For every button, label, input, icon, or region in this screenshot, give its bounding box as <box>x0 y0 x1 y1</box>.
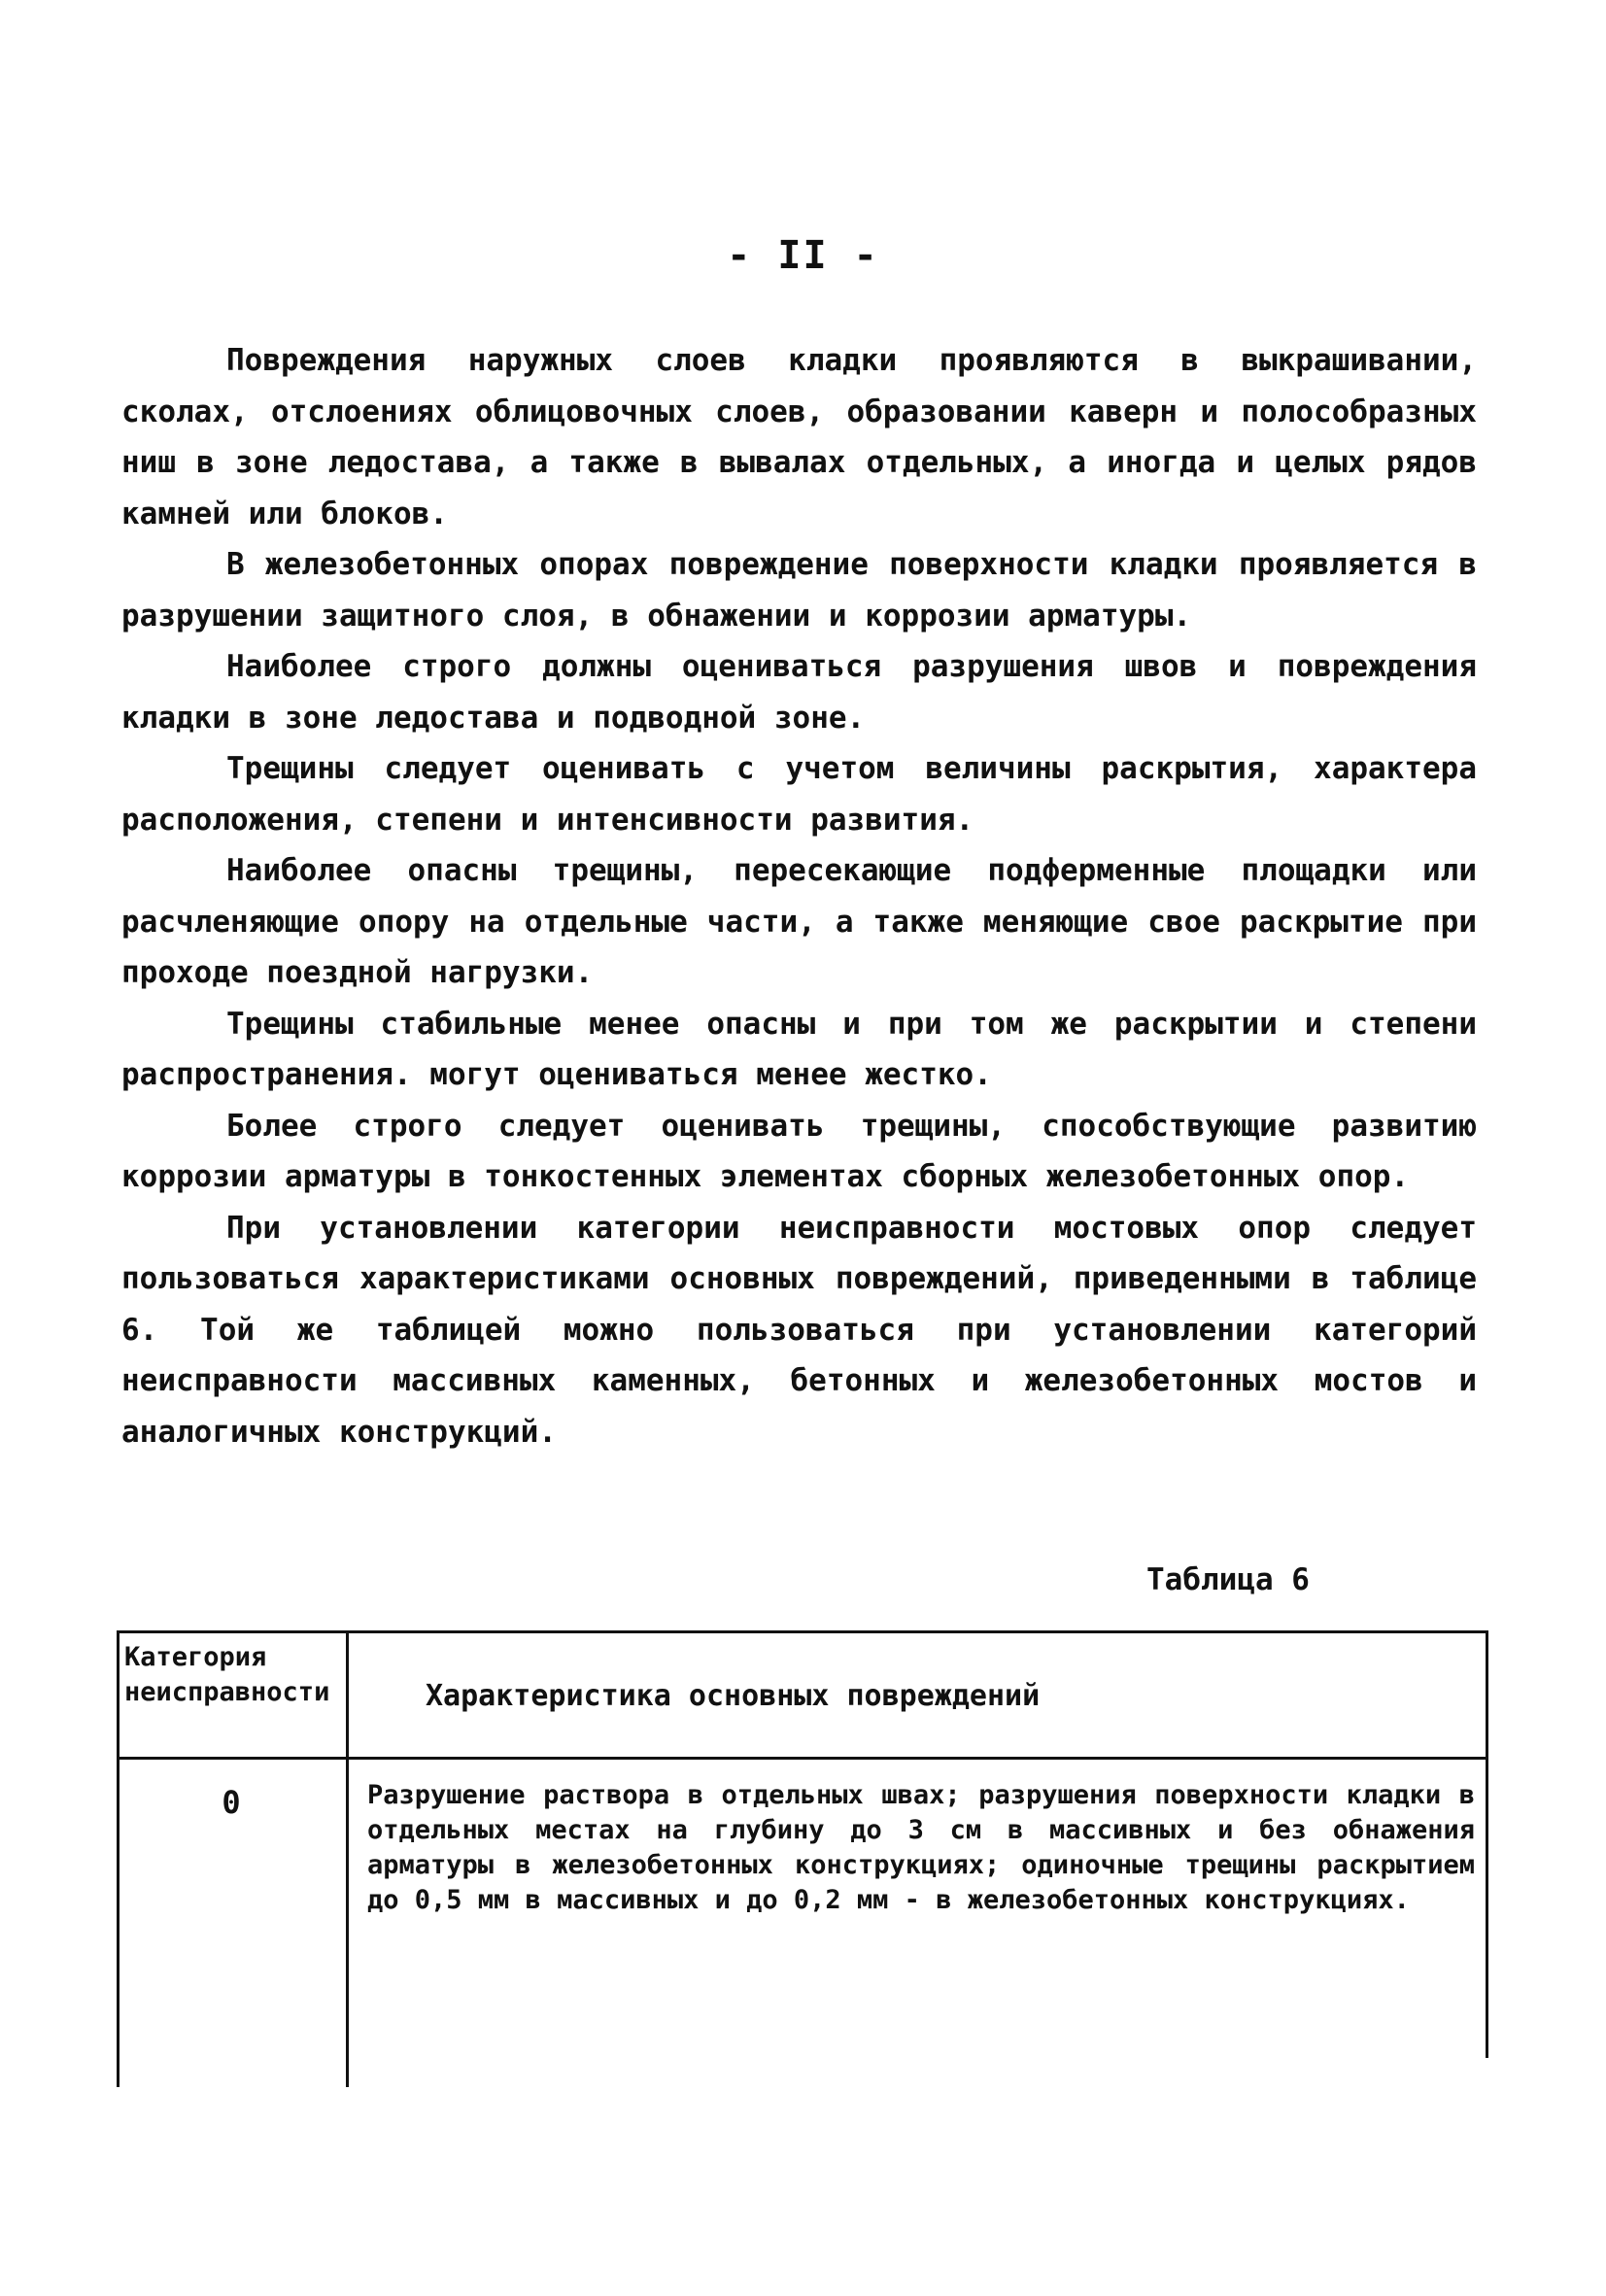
table-border-right <box>1486 1630 1488 2058</box>
table-border-top <box>117 1630 1488 1633</box>
paragraph: При установлении категории неисправности мостовых опор следует пользоваться характеристиками основных повреждений, приведенными в таблице 6. Той же таблицей можно пользоваться при установлении категорий неисправности массивных каменных, бетонных и железобетонных мостов и аналогичных конструкций. <box>121 1210 1477 1450</box>
table-border-left <box>117 1630 120 2087</box>
paragraph: Трещины стабильные менее опасны и при том же раскрытии и степени распространения. могут оцениваться менее жестко. <box>121 1006 1477 1092</box>
damage-table <box>117 1630 1488 2087</box>
table-header-characteristic: Характеристика основных повреждений <box>426 1679 1041 1713</box>
table-header-divider <box>117 1757 1488 1760</box>
body-text <box>121 335 1477 1457</box>
paragraph: Повреждения наружных слоев кладки проявляются в выкрашивании, сколах, отслоениях облицовочных слоев, образовании каверн и полособразных ниш в зоне ледостава, а также в вывалах отдельных, а иногда и целых рядов камней или блоков. <box>121 343 1477 531</box>
paragraph: Более строго следует оценивать трещины, способствующие развитию коррозии арматуры в тонкостенных элементах сборных железобетонных опор. <box>121 1108 1477 1194</box>
paragraph: Наиболее опасны трещины, пересекающие подферменные площадки или расчленяющие опору на отдельные части, а также меняющие свое раскрытие при проходе поездной нагрузки. <box>121 853 1477 990</box>
page-number: - II - <box>727 233 879 278</box>
table-row-characteristic: Разрушение раствора в отдельных швах; разрушения поверхности кладки в отдельных местах на глубину до 3 см в массивных и без обнажения арматуры в железобетонных конструкциях; одиночные трещины раскрытием до 0,5 мм в массивных и до 0,2 мм - в железобетонных конструкциях. <box>367 1780 1475 1915</box>
paragraph: Трещины следует оценивать с учетом величины раскрытия, характера расположения, степени и интенсивности развития. <box>121 751 1477 838</box>
table-column-divider <box>346 1630 349 2087</box>
table-caption: Таблица 6 <box>1146 1562 1310 1597</box>
paragraph: Наиболее строго должны оцениваться разрушения швов и повреждения кладки в зоне ледостава и подводной зоне. <box>121 649 1477 736</box>
table-row-category: 0 <box>222 1784 241 1821</box>
table-header-category: Категория неисправности <box>124 1642 330 1707</box>
paragraph: В железобетонных опорах повреждение поверхности кладки проявляется в разрушении защитного слоя, в обнажении и коррозии арматуры. <box>121 547 1477 634</box>
